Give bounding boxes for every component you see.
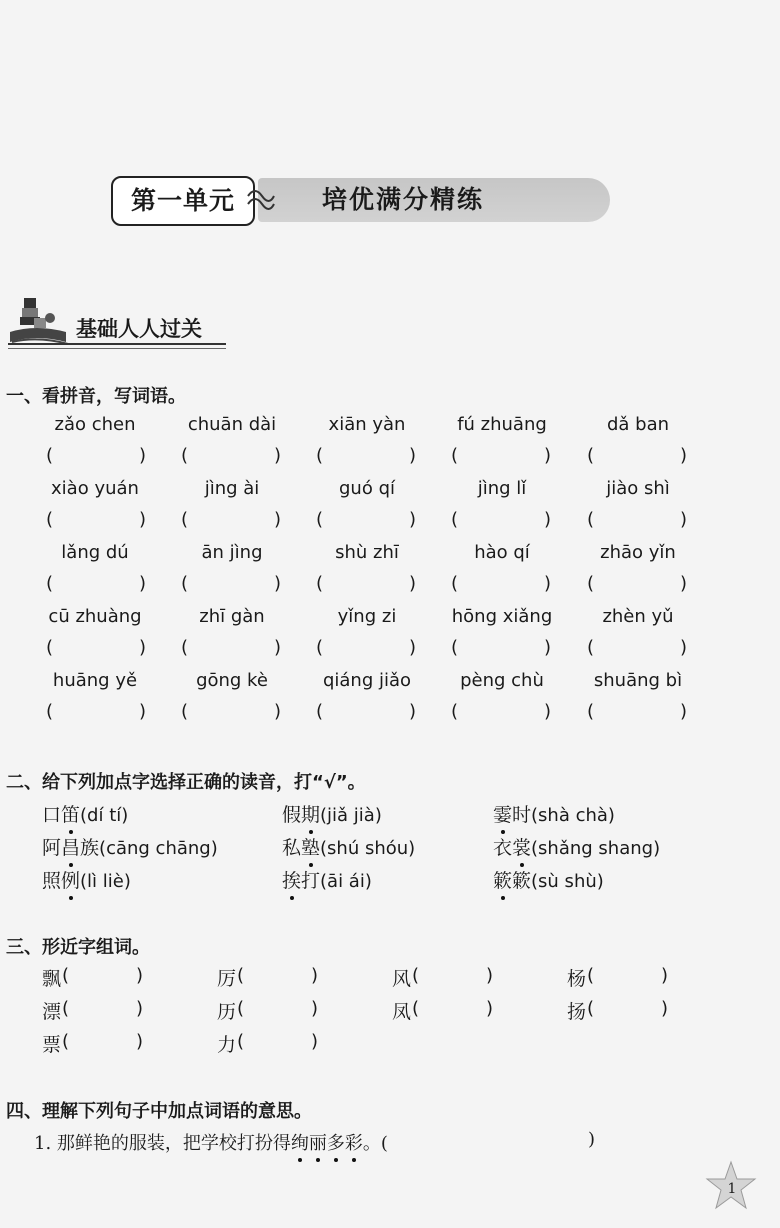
q3-char: 杨 (567, 968, 587, 990)
q1-pinyin: hào qí (474, 542, 530, 563)
answer-open-paren: ( (451, 637, 459, 658)
q1-pinyin: gōng kè (196, 670, 268, 691)
q1-pinyin: jìng ài (204, 478, 260, 499)
answer-close-paren: ) (544, 445, 552, 466)
unit-label: 第一单元 (111, 176, 255, 226)
q1-pinyin: lǎng dú (61, 542, 129, 563)
answer-close-paren: ) (409, 445, 417, 466)
dotted-char: 绚 (291, 1129, 309, 1155)
dotted-char: 簌 (493, 866, 512, 893)
answer-open-paren: ( (316, 573, 324, 594)
dotted-char: 昌 (61, 833, 80, 860)
answer-open-paren: ( (62, 1031, 70, 1052)
answer-close-paren: ) (311, 965, 319, 986)
q4-sentence: 1. 那鲜艳的服装，把学校打扮得绚丽多彩。( (34, 1129, 388, 1155)
q1-pinyin: cū zhuàng (48, 606, 142, 627)
q2-item: 假期(jiǎ jià) (282, 800, 382, 827)
q3-char: 漂 (42, 1001, 62, 1023)
q1-pinyin: zǎo chen (54, 414, 136, 435)
q1-pinyin: guó qí (339, 478, 395, 499)
answer-open-paren: ( (181, 509, 189, 530)
q1-pinyin: zhāo yǐn (600, 542, 676, 563)
q4-heading: 四、理解下列句子中加点词语的意思。 (6, 1101, 312, 1122)
q2-item: 簌簌(sù shù) (493, 866, 604, 893)
answer-open-paren: ( (587, 573, 595, 594)
answer-open-paren: ( (62, 965, 70, 986)
q1-heading: 一、看拼音，写词语。 (6, 386, 186, 407)
q1-pinyin: chuān dài (187, 414, 277, 435)
q1-pinyin: ān jìng (201, 542, 263, 563)
q1-pinyin: hōng xiǎng (451, 606, 553, 627)
answer-close-paren: ) (544, 701, 552, 722)
q1-pinyin: dǎ ban (606, 414, 670, 435)
answer-close-paren: ) (409, 637, 417, 658)
answer-open-paren: ( (587, 701, 595, 722)
dotted-char: 多 (327, 1129, 345, 1155)
answer-open-paren: ( (46, 445, 54, 466)
q1-pinyin: huāng yě (52, 670, 138, 691)
q2-item: 挨打(āi ái) (282, 866, 372, 893)
swirl-decoration-icon (246, 186, 276, 214)
answer-open-paren: ( (181, 573, 189, 594)
answer-open-paren: ( (412, 998, 420, 1019)
answer-close-paren: ) (680, 573, 688, 594)
answer-close-paren: ) (139, 573, 147, 594)
answer-open-paren: ( (587, 998, 595, 1019)
dotted-char: 笛 (61, 800, 80, 827)
q3-char: 风 (392, 968, 412, 990)
answer-close-paren: ) (661, 998, 669, 1019)
q1-pinyin: jiào shì (606, 478, 670, 499)
answer-close-paren: ) (311, 998, 319, 1019)
answer-close-paren: ) (139, 637, 147, 658)
answer-open-paren: ( (587, 445, 595, 466)
answer-close-paren: ) (486, 965, 494, 986)
answer-close-paren: ) (136, 965, 144, 986)
q1-pinyin: zhèn yǔ (602, 606, 674, 627)
answer-close-paren: ) (136, 998, 144, 1019)
q2-item: 私塾(shú shóu) (282, 833, 415, 860)
answer-close-paren: ) (139, 509, 147, 530)
answer-close-paren: ) (680, 701, 688, 722)
answer-close-paren: ) (544, 637, 552, 658)
answer-open-paren: ( (237, 1031, 245, 1052)
page-number: 1 (727, 1181, 737, 1197)
answer-open-paren: ( (316, 637, 324, 658)
answer-close-paren: ) (409, 701, 417, 722)
answer-close-paren: ) (544, 509, 552, 530)
dotted-char: 挨 (282, 866, 301, 893)
dotted-char: 塾 (301, 833, 320, 860)
answer-close-paren: ) (486, 998, 494, 1019)
section-underline-thin (8, 348, 226, 349)
q3-char: 力 (217, 1034, 237, 1056)
q1-pinyin: zhī gàn (199, 606, 265, 627)
section-title: 基础人人过关 (76, 317, 202, 341)
answer-close-paren: ) (680, 509, 688, 530)
q2-heading: 二、给下列加点字选择正确的读音，打“√”。 (6, 772, 366, 793)
answer-open-paren: ( (316, 445, 324, 466)
q3-char: 历 (217, 1001, 237, 1023)
answer-open-paren: ( (451, 445, 459, 466)
answer-close-paren: ) (311, 1031, 319, 1052)
q1-pinyin: pèng chù (460, 670, 544, 691)
answer-open-paren: ( (46, 701, 54, 722)
dotted-char: 期 (301, 800, 320, 827)
answer-open-paren: ( (46, 509, 54, 530)
q3-char: 扬 (567, 1001, 587, 1023)
answer-open-paren: ( (237, 965, 245, 986)
q1-pinyin: shuāng bì (593, 670, 683, 691)
dotted-char: 例 (61, 866, 80, 893)
answer-close-paren: ) (274, 573, 282, 594)
q2-item: 口笛(dí tí) (42, 800, 128, 827)
answer-close-paren: ) (136, 1031, 144, 1052)
answer-open-paren: ( (62, 998, 70, 1019)
q2-item: 霎时(shà chà) (493, 800, 615, 827)
answer-open-paren: ( (181, 701, 189, 722)
answer-open-paren: ( (316, 701, 324, 722)
dotted-char: 霎 (493, 800, 512, 827)
q2-item: 衣裳(shǎng shang) (493, 833, 660, 860)
q3-char: 凤 (392, 1001, 412, 1023)
q1-pinyin: xiān yàn (328, 414, 406, 435)
answer-close-paren: ) (544, 573, 552, 594)
answer-open-paren: ( (412, 965, 420, 986)
answer-open-paren: ( (46, 573, 54, 594)
q3-heading: 三、形近字组词。 (6, 937, 150, 958)
answer-open-paren: ( (587, 965, 595, 986)
q2-item: 阿昌族(cāng chāng) (42, 833, 218, 860)
dotted-char: 彩 (345, 1129, 363, 1155)
answer-open-paren: ( (451, 701, 459, 722)
answer-close-paren: ) (680, 445, 688, 466)
q3-char: 厉 (217, 968, 237, 990)
q1-pinyin: shù zhī (335, 542, 399, 563)
answer-open-paren: ( (181, 445, 189, 466)
answer-open-paren: ( (451, 573, 459, 594)
answer-open-paren: ( (237, 998, 245, 1019)
section-underline (8, 343, 226, 345)
q1-pinyin: xiào yuán (51, 478, 139, 499)
answer-open-paren: ( (316, 509, 324, 530)
dotted-char: 裳 (512, 833, 531, 860)
q1-pinyin: jìng lǐ (477, 478, 527, 499)
answer-close-paren: ) (680, 637, 688, 658)
answer-open-paren: ( (181, 637, 189, 658)
dotted-char: 丽 (309, 1129, 327, 1155)
unit-title: 培优满分精练 (322, 185, 485, 214)
q2-item: 照例(lì liè) (42, 866, 131, 893)
answer-close-paren: ) (409, 509, 417, 530)
answer-open-paren: ( (587, 637, 595, 658)
answer-open-paren: ( (46, 637, 54, 658)
q1-pinyin: qiáng jiǎo (322, 670, 412, 691)
q3-char: 票 (42, 1034, 62, 1056)
answer-close-paren: ) (409, 573, 417, 594)
answer-close-paren: ) (274, 509, 282, 530)
answer-close-paren: ) (139, 445, 147, 466)
q1-pinyin: yǐng zi (337, 606, 397, 627)
answer-close-paren: ) (661, 965, 669, 986)
answer-close-paren: ) (274, 637, 282, 658)
answer-close-paren: ) (274, 445, 282, 466)
answer-close-paren: ) (139, 701, 147, 722)
q3-char: 飘 (42, 968, 62, 990)
answer-close-paren: ) (274, 701, 282, 722)
answer-close-paren: ) (588, 1129, 596, 1150)
q1-pinyin: fú zhuāng (457, 414, 547, 435)
answer-open-paren: ( (451, 509, 459, 530)
answer-open-paren: ( (587, 509, 595, 530)
